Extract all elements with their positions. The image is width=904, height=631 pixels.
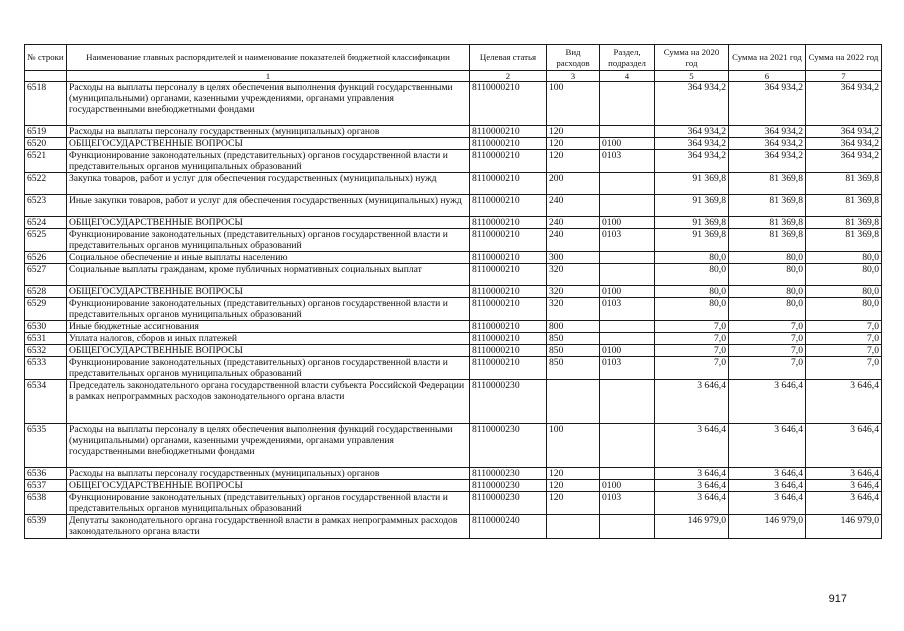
row-sum-2020: 91 369,8 [655,217,729,229]
row-sum-2022: 146 979,0 [806,515,882,539]
row-number: 6523 [25,195,67,217]
row-sum-2022: 3 646,4 [806,492,882,515]
table-row [25,298,882,321]
table-row [25,229,882,252]
row-number: 6518 [25,82,67,126]
row-sum-2020: 80,0 [655,286,729,298]
row-sum-2022: 364 934,2 [806,126,882,138]
row-sum-2020: 3 646,4 [655,492,729,515]
row-section [600,264,655,286]
row-sum-2022: 3 646,4 [806,480,882,492]
row-section: 0100 [600,286,655,298]
row-sum-2022: 364 934,2 [806,138,882,150]
column-number: 2 [470,71,547,82]
table-row [25,138,882,150]
row-target-article: 8110000210 [470,217,547,229]
row-sum-2020: 3 646,4 [655,424,729,468]
table-row [25,252,882,264]
row-sum-2022: 7,0 [806,333,882,345]
row-sum-2020: 364 934,2 [655,150,729,173]
row-name: Функционирование законодательных (представительных) органов государственной власти и представительных органов муниципальных образований [67,298,470,321]
row-section [600,468,655,480]
row-sum-2022: 7,0 [806,357,882,380]
row-target-article: 8110000230 [470,380,547,424]
column-number: 1 [67,71,470,82]
row-section: 0100 [600,138,655,150]
row-expense-type: 850 [547,357,600,380]
row-expense-type: 240 [547,195,600,217]
table-row [25,333,882,345]
row-sum-2020: 3 646,4 [655,380,729,424]
row-target-article: 8110000210 [470,264,547,286]
table-body [25,82,882,539]
header-sum-2021: Сумма на 2021 год [729,45,806,71]
row-sum-2021: 80,0 [729,252,806,264]
row-number: 6538 [25,492,67,515]
row-section [600,173,655,195]
row-number: 6525 [25,229,67,252]
row-number: 6533 [25,357,67,380]
row-name: ОБЩЕГОСУДАРСТВЕННЫЕ ВОПРОСЫ [67,345,470,357]
table-row [25,150,882,173]
row-name: Председатель законодательного органа государственной власти субъекта Российской Федерации в рамках непрограммных расходов законодательного органа власти [67,380,470,424]
row-name: Функционирование законодательных (представительных) органов государственной власти и представительных органов муниципальных образований [67,150,470,173]
table-row [25,217,882,229]
row-sum-2021: 81 369,8 [729,229,806,252]
row-sum-2021: 81 369,8 [729,173,806,195]
row-target-article: 8110000210 [470,82,547,126]
row-sum-2020: 7,0 [655,321,729,333]
row-target-article: 8110000240 [470,515,547,539]
header-target-article: Целевая статья [470,45,547,71]
row-section: 0103 [600,150,655,173]
row-sum-2022: 80,0 [806,252,882,264]
row-sum-2022: 364 934,2 [806,150,882,173]
row-target-article: 8110000210 [470,173,547,195]
row-expense-type: 100 [547,424,600,468]
row-sum-2021: 81 369,8 [729,195,806,217]
row-section: 0103 [600,229,655,252]
header-row-number: № строки [25,45,67,71]
row-sum-2020: 91 369,8 [655,173,729,195]
row-name: ОБЩЕГОСУДАРСТВЕННЫЕ ВОПРОСЫ [67,138,470,150]
header-classification-name: Наименование главных распорядителей и наименование показателей бюджетной классификации [67,45,470,71]
row-number: 6530 [25,321,67,333]
row-expense-type [547,380,600,424]
column-number: 7 [806,71,882,82]
row-name: Расходы на выплаты персоналу государственных (муниципальных) органов [67,126,470,138]
row-sum-2022: 81 369,8 [806,173,882,195]
row-target-article: 8110000210 [470,333,547,345]
page-number: 917 [828,593,847,605]
row-number: 6532 [25,345,67,357]
row-expense-type: 850 [547,333,600,345]
row-sum-2021: 7,0 [729,321,806,333]
row-section [600,195,655,217]
row-sum-2021: 3 646,4 [729,380,806,424]
row-sum-2022: 3 646,4 [806,380,882,424]
row-section [600,126,655,138]
row-sum-2021: 81 369,8 [729,217,806,229]
table-row [25,424,882,468]
column-number: 4 [600,71,655,82]
row-number: 6524 [25,217,67,229]
header-row [25,45,882,71]
table-row [25,82,882,126]
row-section [600,333,655,345]
row-expense-type: 120 [547,138,600,150]
row-expense-type: 320 [547,298,600,321]
table-row [25,286,882,298]
row-number: 6539 [25,515,67,539]
row-number: 6535 [25,424,67,468]
row-expense-type: 240 [547,229,600,252]
row-name: ОБЩЕГОСУДАРСТВЕННЫЕ ВОПРОСЫ [67,217,470,229]
row-number: 6521 [25,150,67,173]
table-row [25,126,882,138]
row-section [600,380,655,424]
row-target-article: 8110000210 [470,195,547,217]
row-section: 0100 [600,217,655,229]
row-sum-2021: 80,0 [729,286,806,298]
row-target-article: 8110000210 [470,138,547,150]
row-target-article: 8110000210 [470,345,547,357]
row-number: 6531 [25,333,67,345]
row-target-article: 8110000210 [470,150,547,173]
row-target-article: 8110000210 [470,252,547,264]
row-target-article: 8110000210 [470,229,547,252]
row-section [600,321,655,333]
row-sum-2020: 91 369,8 [655,229,729,252]
row-sum-2020: 80,0 [655,264,729,286]
row-sum-2022: 80,0 [806,286,882,298]
row-number: 6528 [25,286,67,298]
row-section: 0100 [600,345,655,357]
row-section [600,515,655,539]
row-expense-type: 120 [547,480,600,492]
row-name: Иные бюджетные ассигнования [67,321,470,333]
table-row [25,321,882,333]
row-name: Уплата налогов, сборов и иных платежей [67,333,470,345]
row-sum-2020: 3 646,4 [655,480,729,492]
row-section [600,252,655,264]
row-name: ОБЩЕГОСУДАРСТВЕННЫЕ ВОПРОСЫ [67,480,470,492]
row-target-article: 8110000230 [470,480,547,492]
row-sum-2020: 80,0 [655,252,729,264]
table-row [25,480,882,492]
row-number: 6527 [25,264,67,286]
row-target-article: 8110000210 [470,126,547,138]
row-section: 0103 [600,492,655,515]
row-expense-type: 240 [547,217,600,229]
table-row [25,468,882,480]
row-sum-2022: 3 646,4 [806,468,882,480]
row-target-article: 8110000230 [470,492,547,515]
row-name: Расходы на выплаты персоналу в целях обеспечения выполнения функций государственными (муниципальными) органами, казенными учреждениями, органами управления государственными внебюджетными фондами [67,424,470,468]
row-target-article: 8110000230 [470,424,547,468]
row-sum-2020: 146 979,0 [655,515,729,539]
row-sum-2022: 364 934,2 [806,82,882,126]
row-name: ОБЩЕГОСУДАРСТВЕННЫЕ ВОПРОСЫ [67,286,470,298]
row-target-article: 8110000210 [470,321,547,333]
row-expense-type: 850 [547,345,600,357]
row-number: 6529 [25,298,67,321]
column-number: 3 [547,71,600,82]
row-number: 6520 [25,138,67,150]
row-sum-2021: 364 934,2 [729,82,806,126]
row-sum-2020: 364 934,2 [655,82,729,126]
row-name: Функционирование законодательных (представительных) органов государственной власти и представительных органов муниципальных образований [67,229,470,252]
column-number-row [25,71,882,82]
row-section: 0103 [600,298,655,321]
row-sum-2021: 80,0 [729,298,806,321]
row-name: Социальное обеспечение и иные выплаты населению [67,252,470,264]
row-expense-type: 800 [547,321,600,333]
header-sum-2020: Сумма на 2020 год [655,45,729,71]
row-sum-2022: 81 369,8 [806,217,882,229]
column-number [25,71,67,82]
row-name: Расходы на выплаты персоналу в целях обеспечения выполнения функций государственными (муниципальными) органами, казенными учреждениями, органами управления государственными внебюджетными фондами [67,82,470,126]
row-sum-2022: 80,0 [806,298,882,321]
row-sum-2020: 80,0 [655,298,729,321]
row-expense-type: 200 [547,173,600,195]
row-sum-2021: 364 934,2 [729,150,806,173]
row-sum-2021: 3 646,4 [729,468,806,480]
row-sum-2022: 81 369,8 [806,195,882,217]
table-row [25,195,882,217]
row-expense-type: 100 [547,82,600,126]
row-sum-2020: 7,0 [655,357,729,380]
row-sum-2021: 3 646,4 [729,480,806,492]
row-sum-2020: 364 934,2 [655,126,729,138]
row-name: Расходы на выплаты персоналу государственных (муниципальных) органов [67,468,470,480]
row-expense-type [547,515,600,539]
row-expense-type: 120 [547,126,600,138]
row-name: Функционирование законодательных (представительных) органов государственной власти и представительных органов муниципальных образований [67,492,470,515]
row-target-article: 8110000210 [470,286,547,298]
row-expense-type: 120 [547,468,600,480]
row-number: 6536 [25,468,67,480]
row-section [600,82,655,126]
row-sum-2022: 81 369,8 [806,229,882,252]
row-sum-2020: 91 369,8 [655,195,729,217]
row-section: 0100 [600,480,655,492]
row-section [600,424,655,468]
row-sum-2022: 7,0 [806,345,882,357]
row-section: 0103 [600,357,655,380]
row-name: Закупка товаров, работ и услуг для обеспечения государственных (муниципальных) нужд [67,173,470,195]
row-sum-2020: 364 934,2 [655,138,729,150]
header-section: Раздел, подраздел [600,45,655,71]
column-number: 6 [729,71,806,82]
row-number: 6522 [25,173,67,195]
table-row [25,345,882,357]
row-number: 6526 [25,252,67,264]
row-sum-2022: 7,0 [806,321,882,333]
row-target-article: 8110000230 [470,468,547,480]
row-expense-type: 120 [547,150,600,173]
table-row [25,380,882,424]
row-sum-2021: 3 646,4 [729,492,806,515]
row-number: 6519 [25,126,67,138]
row-sum-2021: 146 979,0 [729,515,806,539]
row-sum-2021: 3 646,4 [729,424,806,468]
row-number: 6537 [25,480,67,492]
row-sum-2021: 7,0 [729,357,806,380]
table-row [25,357,882,380]
column-number: 5 [655,71,729,82]
table-row [25,173,882,195]
budget-table [24,44,882,539]
row-expense-type: 320 [547,264,600,286]
row-sum-2021: 80,0 [729,264,806,286]
row-name: Функционирование законодательных (представительных) органов государственной власти и представительных органов муниципальных образований [67,357,470,380]
row-target-article: 8110000210 [470,357,547,380]
row-sum-2021: 7,0 [729,333,806,345]
row-sum-2020: 7,0 [655,333,729,345]
row-sum-2022: 80,0 [806,264,882,286]
row-expense-type: 120 [547,492,600,515]
row-name: Иные закупки товаров, работ и услуг для обеспечения государственных (муниципальных) нужд [67,195,470,217]
row-sum-2021: 364 934,2 [729,138,806,150]
row-sum-2022: 3 646,4 [806,424,882,468]
row-sum-2020: 7,0 [655,345,729,357]
row-target-article: 8110000210 [470,298,547,321]
row-sum-2021: 364 934,2 [729,126,806,138]
table-row [25,515,882,539]
row-expense-type: 300 [547,252,600,264]
header-sum-2022: Сумма на 2022 год [806,45,882,71]
table-row [25,264,882,286]
row-name: Депутаты законодательного органа государственной власти в рамках непрограммных расходов законодательного органа власти [67,515,470,539]
header-expense-type: Вид расходов [547,45,600,71]
row-sum-2021: 7,0 [729,345,806,357]
row-name: Социальные выплаты гражданам, кроме публичных нормативных социальных выплат [67,264,470,286]
row-expense-type: 320 [547,286,600,298]
table-row [25,492,882,515]
row-sum-2020: 3 646,4 [655,468,729,480]
row-number: 6534 [25,380,67,424]
